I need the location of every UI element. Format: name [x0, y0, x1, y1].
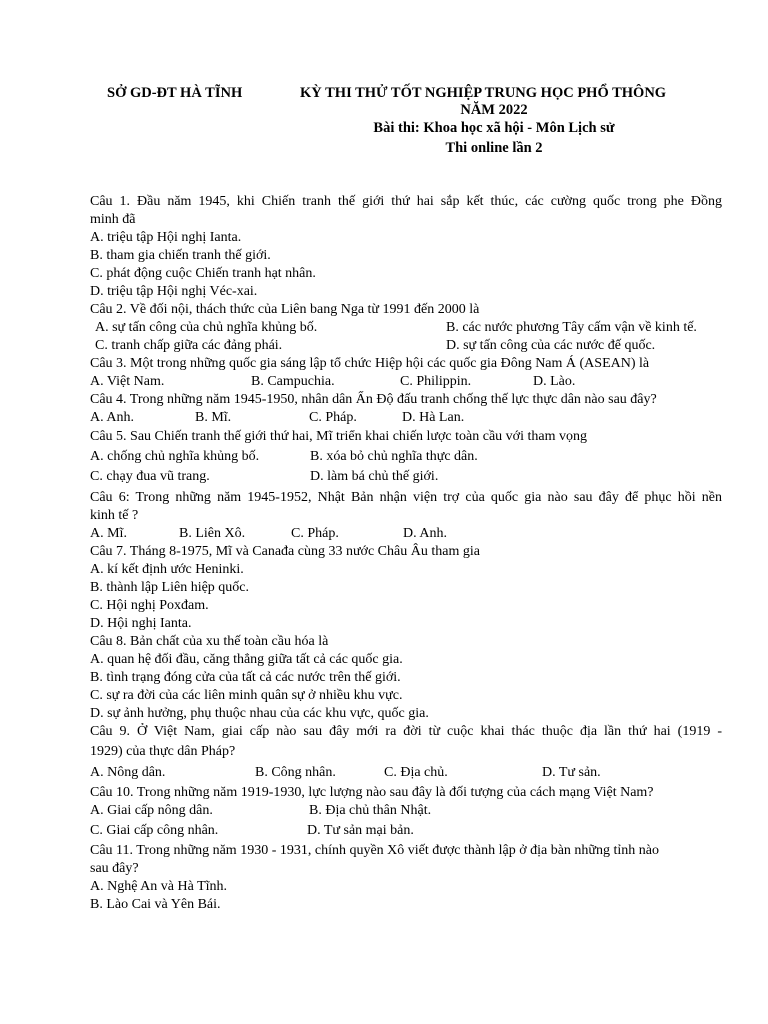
question-10-option-a: A. Giai cấp nông dân.: [90, 803, 213, 818]
question-9-option-b: B. Công nhân.: [255, 765, 336, 780]
question-10-option-b: B. Địa chủ thân Nhật.: [309, 803, 432, 818]
question-7-option-d: D. Hội nghị Ianta.: [90, 616, 192, 631]
question-10-stem: Câu 10. Trong những năm 1919-1930, lực lượng nào sau đây là đối tượng của cách mạng Việt Nam?: [90, 785, 654, 800]
question-8-option-b: B. tình trạng đóng cửa của tất cả các nước trên thế giới.: [90, 670, 401, 685]
question-8-option-d: D. sự ảnh hưởng, phụ thuộc nhau của các khu vực, quốc gia.: [90, 706, 429, 721]
exam-mode: Thi online lần 2: [445, 140, 543, 156]
question-6-option-d: D. Anh.: [403, 526, 447, 541]
question-11-option-a: A. Nghệ An và Hà Tĩnh.: [90, 879, 227, 894]
question-6-option-a: A. Mĩ.: [90, 526, 127, 541]
question-9-option-c: C. Địa chủ.: [384, 765, 448, 780]
question-2-options-row1: [90, 319, 722, 337]
question-4-stem: Câu 4. Trong những năm 1945-1950, nhân dân Ấn Độ đấu tranh chống thế lực thực dân nào sau đây?: [90, 392, 657, 407]
question-6-options: [90, 525, 722, 543]
question-3-option-b: B. Campuchia.: [251, 374, 335, 389]
question-8-stem: Câu 8. Bản chất của xu thế toàn cầu hóa là: [90, 634, 329, 649]
question-1-option-c: C. phát động cuộc Chiến tranh hạt nhân.: [90, 266, 316, 281]
question-3-option-a: A. Việt Nam.: [90, 374, 165, 389]
department-name: SỞ GD-ĐT HÀ TĨNH: [107, 85, 243, 101]
question-6-stem: Câu 6: Trong những năm 1945-1952, Nhật Bản nhận viện trợ của quốc gia nào sau đây để phục hồi nền: [90, 490, 722, 505]
question-list: [90, 193, 722, 914]
question-7-option-c: C. Hội nghị Poxđam.: [90, 598, 209, 613]
question-9-stem: Câu 9. Ở Việt Nam, giai cấp nào sau đây mới ra đời từ cuộc khai thác thuộc địa lần thứ hai (1919 -: [90, 724, 722, 739]
question-5-options-row1: [90, 448, 722, 466]
exam-title-line1: KỲ THI THỬ TỐT NGHIỆP TRUNG HỌC PHỔ THÔNG: [300, 85, 667, 101]
question-2-options-row2: [90, 337, 722, 355]
question-4-option-b: B. Mĩ.: [195, 410, 232, 425]
question-1-option-a: A. triệu tập Hội nghị Ianta.: [90, 230, 242, 245]
question-2-option-a: A. sự tấn công của chủ nghĩa khủng bố.: [95, 320, 318, 335]
question-7-option-b: B. thành lập Liên hiệp quốc.: [90, 580, 250, 595]
question-3-stem: Câu 3. Một trong những quốc gia sáng lập tổ chức Hiệp hội các quốc gia Đông Nam Á (ASEAN) là: [90, 356, 650, 371]
question-6-stem-cont: kinh tế ?: [90, 508, 139, 523]
question-8-option-a: A. quan hệ đối đầu, căng thẳng giữa tất cả các quốc gia.: [90, 652, 403, 667]
question-9-stem-cont: 1929) của thực dân Pháp?: [90, 744, 236, 759]
question-1-option-d: D. triệu tập Hội nghị Véc-xai.: [90, 284, 258, 299]
question-5-option-d: D. làm bá chủ thế giới.: [310, 469, 439, 484]
question-10-option-d: D. Tư sản mại bản.: [307, 823, 414, 838]
question-11-stem: Câu 11. Trong những năm 1930 - 1931, chính quyền Xô viết được thành lập ở địa bàn những tỉnh nào: [90, 843, 659, 858]
question-10-options-row1: [90, 802, 722, 820]
question-2-option-c: C. tranh chấp giữa các đảng phái.: [95, 338, 283, 353]
exam-subject: Bài thi: Khoa học xã hội - Môn Lịch sử: [373, 120, 615, 136]
question-2-option-d: D. sự tấn công của các nước đế quốc.: [446, 338, 656, 353]
question-6-option-b: B. Liên Xô.: [179, 526, 246, 541]
question-11-option-b: B. Lào Cai và Yên Bái.: [90, 897, 221, 912]
question-5-option-b: B. xóa bỏ chủ nghĩa thực dân.: [310, 449, 478, 464]
exam-title-line2: NĂM 2022: [460, 102, 528, 118]
question-10-option-c: C. Giai cấp công nhân.: [90, 823, 219, 838]
question-3-option-c: C. Philippin.: [400, 374, 472, 389]
question-6-option-c: C. Pháp.: [291, 526, 339, 541]
question-11-stem-cont: sau đây?: [90, 861, 139, 876]
question-1-stem: Câu 1. Đầu năm 1945, khi Chiến tranh thế giới thứ hai sắp kết thúc, các cường quốc trong phe Đồng: [90, 194, 722, 209]
question-5-options-row2: [90, 468, 722, 486]
question-4-option-a: A. Anh.: [90, 410, 134, 425]
question-8-option-c: C. sự ra đời của các liên minh quân sự ở nhiều khu vực.: [90, 688, 403, 703]
question-5-option-c: C. chạy đua vũ trang.: [90, 469, 210, 484]
question-4-option-c: C. Pháp.: [309, 410, 357, 425]
question-9-options: [90, 764, 722, 782]
question-5-stem: Câu 5. Sau Chiến tranh thế giới thứ hai, Mĩ triển khai chiến lược toàn cầu với tham vọng: [90, 429, 587, 444]
question-1-stem-cont: minh đã: [90, 212, 136, 227]
question-2-option-b: B. các nước phương Tây cấm vận về kinh tế.: [446, 320, 697, 335]
question-9-option-d: D. Tư sản.: [542, 765, 601, 780]
question-10-options-row2: [90, 822, 722, 840]
question-2-stem: Câu 2. Về đối nội, thách thức của Liên bang Nga từ 1991 đến 2000 là: [90, 302, 480, 317]
question-5-option-a: A. chống chủ nghĩa khủng bố.: [90, 449, 260, 464]
question-7-stem: Câu 7. Tháng 8-1975, Mĩ và Canađa cùng 33 nước Châu Âu tham gia: [90, 544, 480, 559]
question-1-option-b: B. tham gia chiến tranh thế giới.: [90, 248, 271, 263]
question-9-option-a: A. Nông dân.: [90, 765, 166, 780]
question-7-option-a: A. kí kết định ước Heninki.: [90, 562, 244, 577]
question-3-option-d: D. Lào.: [533, 374, 576, 389]
question-4-option-d: D. Hà Lan.: [402, 410, 465, 425]
question-3-options: [90, 373, 722, 391]
question-4-options: [90, 409, 722, 427]
